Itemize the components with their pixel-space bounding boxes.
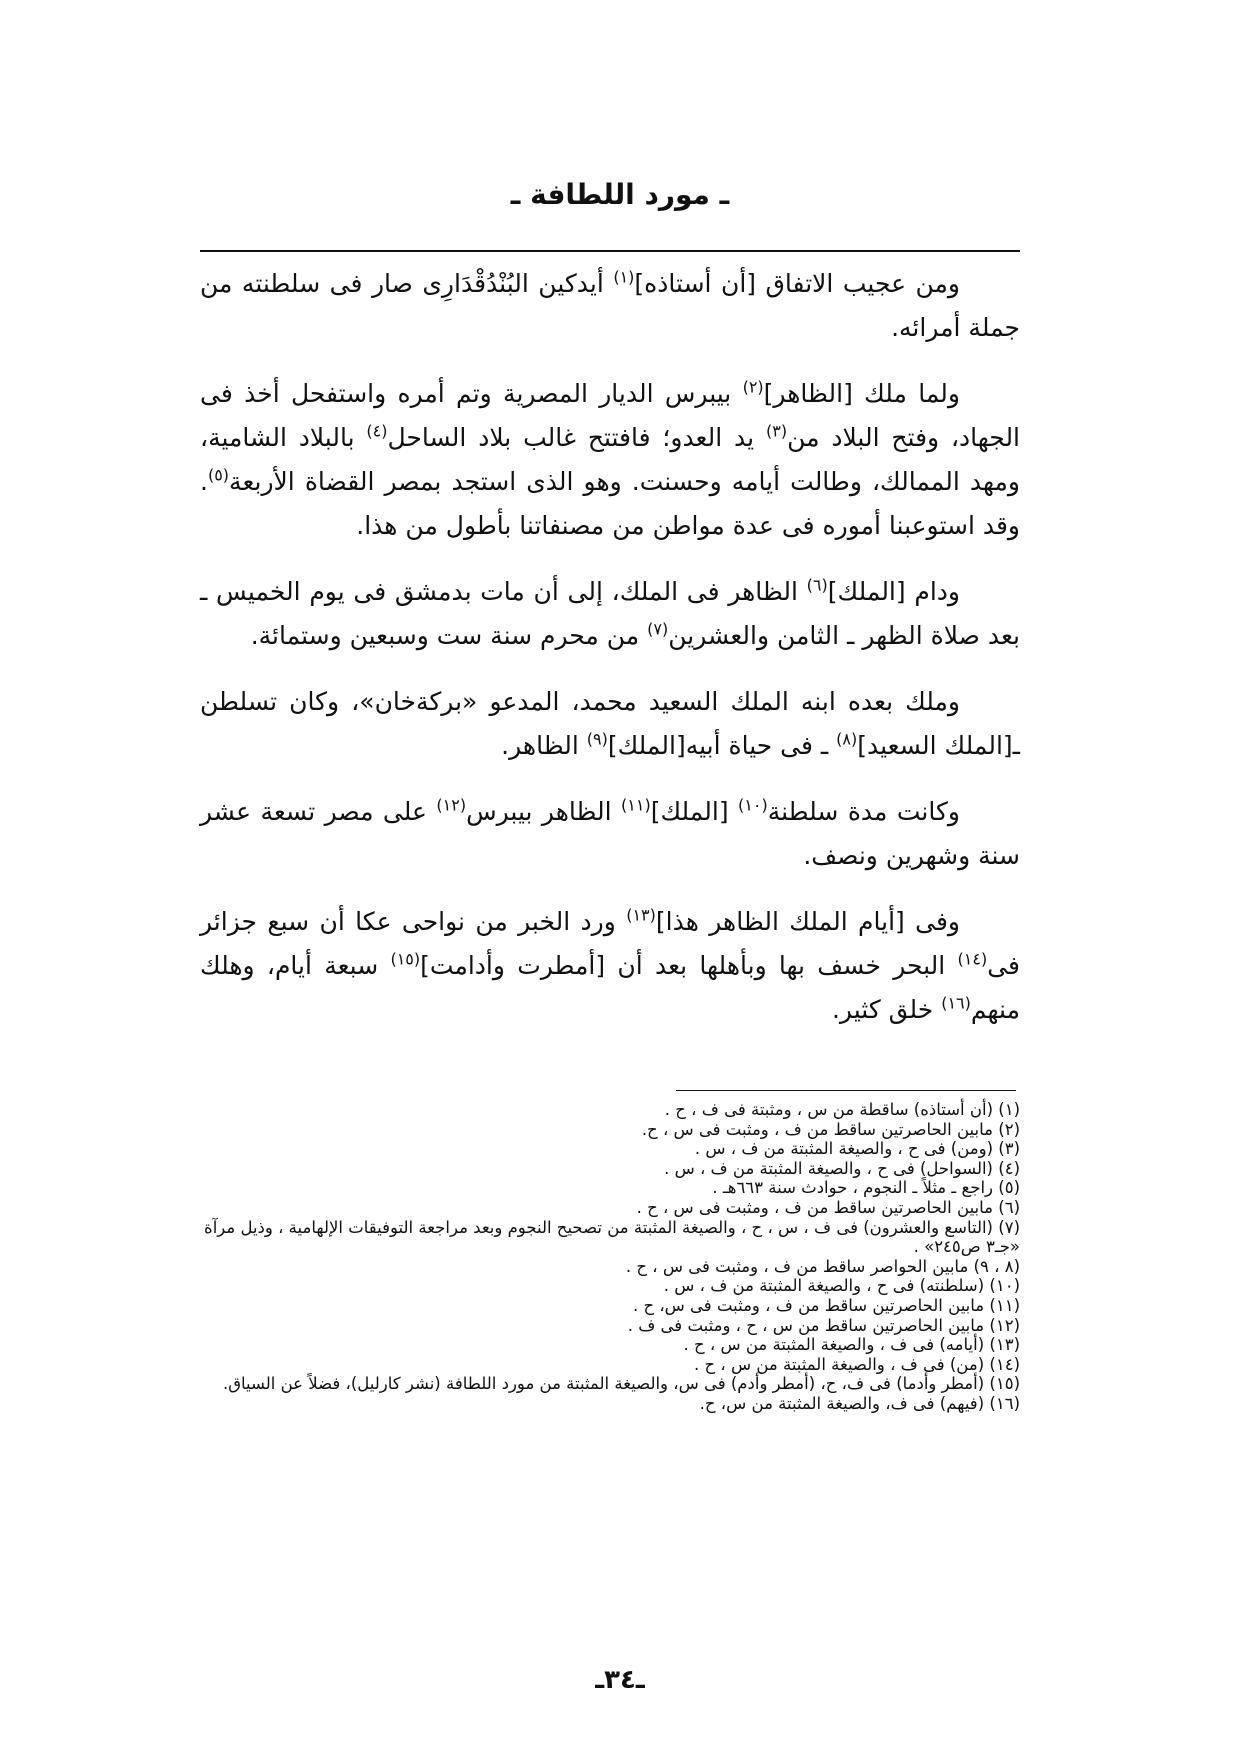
footnote-marker: (١٢) xyxy=(436,795,467,815)
paragraph-text: من محرم سنة ست وسبعين وستمائة. xyxy=(250,621,648,650)
paragraph-text: سبعة أيام، وهلك منهم xyxy=(200,951,1020,1024)
main-text xyxy=(200,262,1020,1054)
footnote-item: (٦) مابين الحاصرتين ساقط من ف ، ومثبت فى س ، ح . xyxy=(636,1197,1020,1217)
footnote-marker: (٥) xyxy=(207,465,230,485)
footnote-item: (١٠) (سلطنته) فى ح ، والصيغة المثبتة من ف ، س . xyxy=(663,1276,1020,1296)
paragraph xyxy=(200,790,1020,878)
footnote-marker: (٧) xyxy=(647,619,669,639)
paragraph xyxy=(200,680,1020,768)
footnote-marker: (١٦) xyxy=(941,993,971,1013)
footnote-marker: (١) xyxy=(613,267,635,287)
paragraph-text: الظاهر بيبرس xyxy=(466,797,622,826)
footnote-item: (١١) مابين الحاصرتين ساقط من ف ، ومثبت فى س، ح . xyxy=(632,1295,1020,1315)
footnote-marker: (٤) xyxy=(366,421,388,441)
running-head-title: ـ مورد اللطافة ـ xyxy=(510,178,730,211)
footnote-marker: (١٤) xyxy=(957,949,988,969)
footnote-item: (٢) مابين الحاصرتين ساقط من ف ، ومثبت فى س ، ح. xyxy=(641,1119,1020,1139)
footnote-item: (٧) (التاسع والعشرون) فى ف ، س ، ح ، والصيغة المثبتة من تصحيح النجوم وبعد مراجعة التوفيقات الإلهامية ، وذيل مرآة «جـ٣ ص٢٤٥» . xyxy=(204,1217,1020,1257)
footnote-marker: (٦) xyxy=(806,575,828,595)
paragraph xyxy=(200,372,1020,548)
paragraph-text: ومن عجيب الاتفاق [أن أستاذه] xyxy=(634,269,961,298)
paragraph-text: ورد الخبر من نواحى عكا أن سبع جزائر فى xyxy=(200,907,1020,980)
footnote-divider xyxy=(676,1090,1016,1091)
paragraph-text: ولما ملك [الظاهر] xyxy=(763,379,960,408)
paragraph xyxy=(200,900,1020,1032)
header-divider xyxy=(200,250,1020,252)
footnote-item: (٣) (ومن) فى ح ، والصيغة المثبتة من ف ، س . xyxy=(694,1139,1020,1159)
footnote-item: (١٤) (من) فى ف ، والصيغة المثبتة من س ، ح . xyxy=(693,1354,1020,1374)
paragraph-text: الظاهر. xyxy=(501,731,587,760)
footnote-item: (٤) (السواحل) فى ح ، والصيغة المثبتة من ف ، س . xyxy=(664,1158,1020,1178)
footnote-marker: (٩) xyxy=(586,729,608,749)
paragraph-text: الظاهر فى الملك، إلى أن مات بدمشق فى يوم الخميس ـ بعد صلاة الظهر ـ الثامن والعشرين xyxy=(200,577,1020,650)
footnote-item: (١٣) (أيامه) فى ف ، والصيغة المثبتة من س ، ح . xyxy=(683,1335,1020,1355)
paragraph xyxy=(200,570,1020,658)
paragraph-text: . وقد استوعبنا أموره فى عدة مواطن من مصنفاتنا بأطول من هذا. xyxy=(200,467,1020,540)
paragraph-text: بيبرس الديار المصرية وتم أمره واستفحل أخذ فى الجهاد، وفتح البلاد من xyxy=(200,379,1021,452)
paragraph-text: [الملك] xyxy=(650,797,739,826)
footnote-marker: (١١) xyxy=(621,795,651,815)
footnote-item: (٨ ، ٩) مابين الحواصر ساقط من ف ، ومثبت فى س ، ح . xyxy=(625,1256,1020,1276)
paragraph-text: يد العدو؛ فافتتح غالب بلاد الساحل xyxy=(387,423,766,452)
footnote-marker: (٨) xyxy=(836,729,858,749)
paragraph-text: خلق كثير. xyxy=(831,995,942,1024)
page-number: ـ٣٤ـ xyxy=(595,1665,645,1695)
footnote-marker: (١٥) xyxy=(390,949,421,969)
footnote-marker: (١٠) xyxy=(738,795,768,815)
paragraph xyxy=(200,262,1020,350)
paragraph-text: ـ فى حياة أبيه[الملك] xyxy=(607,731,837,760)
footnote-item: (٥) راجع ـ مثلاً ـ النجوم ، حوادث سنة ٦٦٣هـ . xyxy=(712,1178,1020,1198)
paragraph-text: وكانت مدة سلطنة xyxy=(767,797,960,826)
footnotes-list xyxy=(190,1100,1020,1414)
paragraph-text: وفى [أيام الملك الظاهر هذا] xyxy=(655,907,960,936)
footnote-marker: (٢) xyxy=(742,377,764,397)
paragraph-text: ودام [الملك] xyxy=(827,577,960,606)
paragraph-text: أيدكين البُنْدُقْدَارِى صار فى سلطنته من جملة أمرائه. xyxy=(200,269,1020,342)
footnote-marker: (١٣) xyxy=(626,905,656,925)
footnote-marker: (٣) xyxy=(766,421,788,441)
paragraph-text: البحر خسف بها وبأهلها بعد أن [أمطرت وأدامت] xyxy=(420,951,958,980)
footnote-item: (١٥) (أمطر وأدما) فى ف، ح، (أمطر وأدم) فى س، والصيغة المثبتة من مورد اللطافة (نشر كارليل)، فضلاً عن السياق. xyxy=(222,1374,1020,1394)
footnote-item: (١) (أن أستاذه) ساقطة من س ، ومثبتة فى ف ، ح . xyxy=(664,1100,1020,1119)
paragraph-text: على مصر تسعة عشر سنة وشهرين ونصف. xyxy=(200,797,1020,870)
footnote-item: (١٦) (فيهم) فى ف، والصيغة المثبتة من س، ح. xyxy=(699,1393,1020,1413)
footnote-item: (١٢) مابين الحاصرتين ساقط من س ، ح ، ومثبت فى ف . xyxy=(627,1315,1020,1335)
paragraph-text: وملك بعده ابنه الملك السعيد محمد، المدعو «بركةخان»، وكان تسلطن ـ[الملك السعيد] xyxy=(200,687,1020,760)
paragraph-text: بالبلاد الشامية، ومهد الممالك، وطالت أيامه وحسنت. وهو الذى استجد بمصر القضاة الأربعة xyxy=(200,423,1020,496)
